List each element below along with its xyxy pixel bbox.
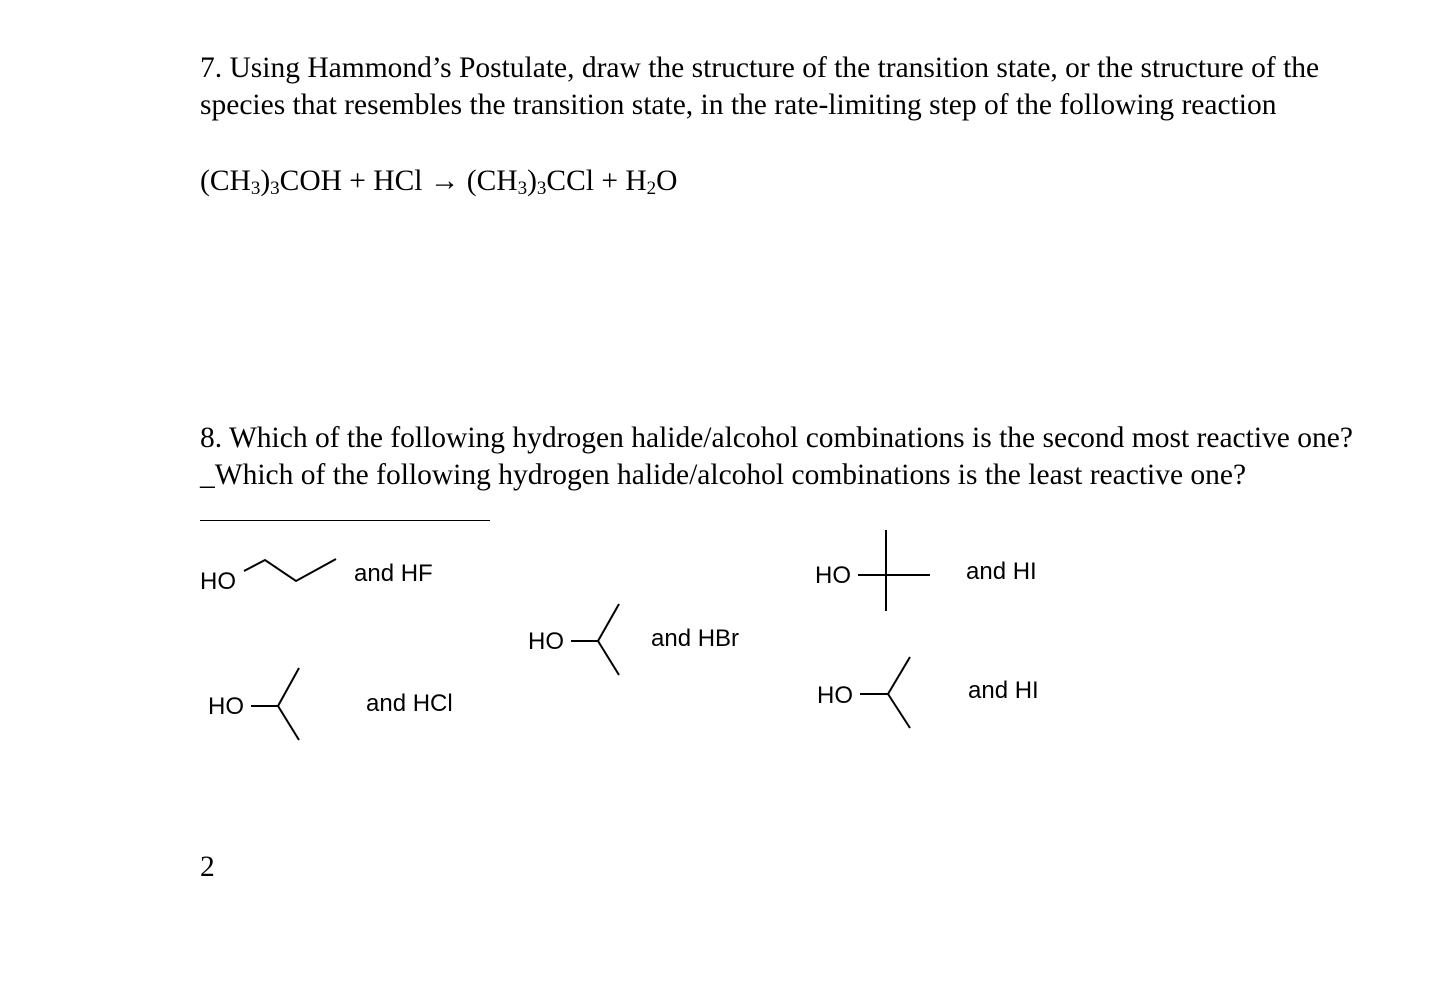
option-3-ho-label: HO	[528, 628, 564, 655]
option-1-ho-label: HO	[200, 568, 236, 595]
option-2-reagent: and HI	[966, 558, 1037, 585]
option-5-reagent: and HI	[968, 677, 1039, 704]
question-8-text: 8. Which of the following hydrogen halide/alcohol combinations is the second most reactive one?_Which of the following hydrogen halide/alcohol combinations is the least reactive one?	[200, 420, 1360, 531]
page-number: 2	[200, 851, 215, 883]
reaction-equation: $(CH_3)_3COH$ + HCl → $(CH_3)_3CCl + H_2O$	[200, 165, 678, 199]
option-2-ho-label: HO	[815, 562, 851, 589]
option-4-reagent: and HCl	[366, 690, 453, 717]
question-7-text: 7. Using Hammond’s Postulate, draw the structure of the transition state, or the structure of the species that resembles the transition state, in the rate-limiting step of the following reaction	[200, 52, 1320, 121]
option-3-reagent: and HBr	[651, 625, 740, 652]
option-5-ho-label: HO	[817, 682, 853, 709]
reaction-arrow: →	[429, 165, 460, 197]
option-4-ho-label: HO	[208, 693, 244, 720]
option-1-reagent: and HF	[354, 560, 433, 587]
